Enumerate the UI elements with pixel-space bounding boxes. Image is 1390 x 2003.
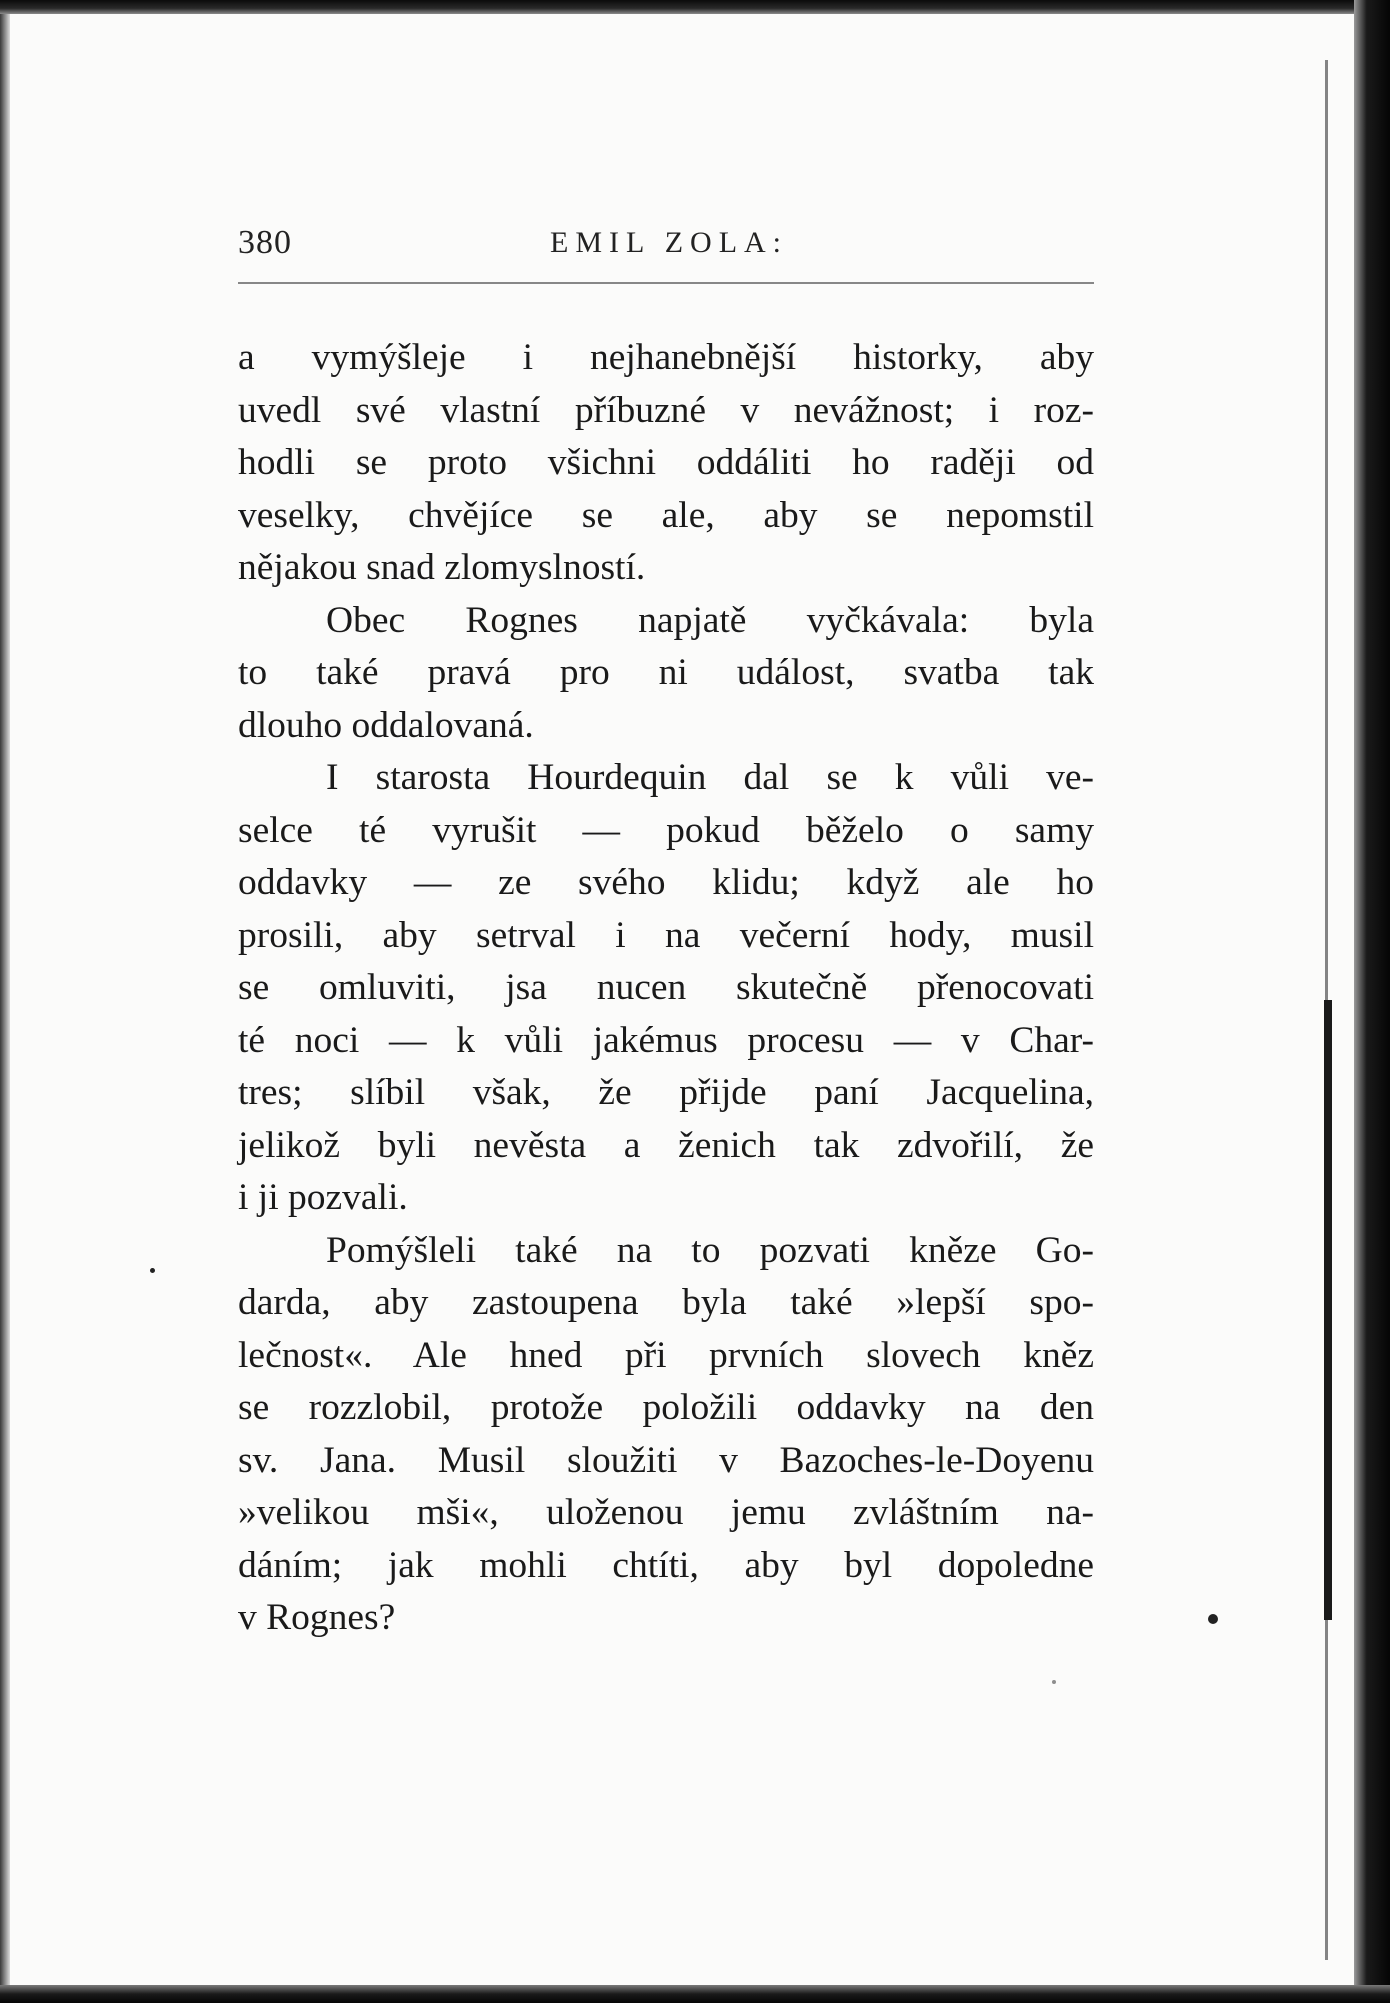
text-line: se omluviti, jsa nucen skutečně přenocovati [238, 967, 1094, 1008]
text-line: to také pravá pro ni událost, svatba tak [238, 652, 1094, 693]
text-line: a vymýšleje i nejhanebnější historky, aby [238, 337, 1094, 378]
text-line: Pomýšleli také na to pozvati kněze Go- [326, 1229, 1094, 1271]
text-line: sv. Jana. Musil sloužiti v Bazoches-le-Doyenu [238, 1439, 1094, 1481]
scan-edge-left [0, 0, 10, 1990]
scan-edge-bottom [0, 1985, 1390, 2003]
text-line: I starosta Hourdequin dal se k vůli ve- [326, 757, 1094, 798]
text-line: tres; slíbil však, že přijde paní Jacquelina, [238, 1072, 1094, 1113]
body-text [238, 332, 1094, 1645]
paragraph [238, 595, 1094, 753]
scan-speck [150, 1268, 155, 1273]
running-head: EMIL ZOLA: [550, 226, 789, 259]
scan-edge-top [0, 0, 1390, 14]
text-line: Obec Rognes napjatě vyčkávala: byla [326, 599, 1094, 641]
paragraph [238, 1225, 1094, 1645]
page-header [238, 224, 1094, 264]
page-number: 380 [238, 224, 292, 261]
text-line: i ji pozvali. [238, 1177, 408, 1218]
scan-speck [1052, 1680, 1056, 1684]
text-line: darda, aby zastoupena byla také »lepší spo- [238, 1282, 1094, 1323]
paragraph [238, 332, 1094, 595]
text-line: veselky, chvějíce se ale, aby se nepomstil [238, 494, 1094, 536]
text-line: hodli se proto všichni oddáliti ho raději od [238, 442, 1094, 483]
text-line: lečnost«. Ale hned při prvních slovech kněz [238, 1334, 1094, 1376]
text-line: jelikož byli nevěsta a ženich tak zdvořilí, že [238, 1124, 1094, 1166]
text-line: dlouho oddalovaná. [238, 704, 534, 746]
text-line: selce té vyrušit — pokud běželo o samy [238, 809, 1094, 851]
text-line: dáním; jak mohli chtíti, aby byl dopoledne [238, 1544, 1094, 1586]
text-line: se rozzlobil, protože položili oddavky na den [238, 1387, 1094, 1428]
text-line: uvedl své vlastní příbuzné v nevážnost; i roz- [238, 389, 1094, 431]
header-rule [238, 282, 1094, 284]
scan-speck [1208, 1614, 1218, 1624]
scan-shadow-bar [1324, 1000, 1332, 1620]
text-line: »velikou mši«, uloženou jemu zvláštním na- [238, 1492, 1094, 1533]
scan-edge-right [1354, 0, 1390, 2003]
text-line: té noci — k vůli jakémus procesu — v Char- [238, 1019, 1094, 1061]
text-line: nějakou snad zlomyslností. [238, 547, 646, 588]
text-line: prosili, aby setrval i na večerní hody, musil [238, 914, 1094, 956]
text-line: v Rognes? [238, 1597, 396, 1638]
text-line: oddavky — ze svého klidu; když ale ho [238, 862, 1094, 903]
paragraph [238, 752, 1094, 1225]
